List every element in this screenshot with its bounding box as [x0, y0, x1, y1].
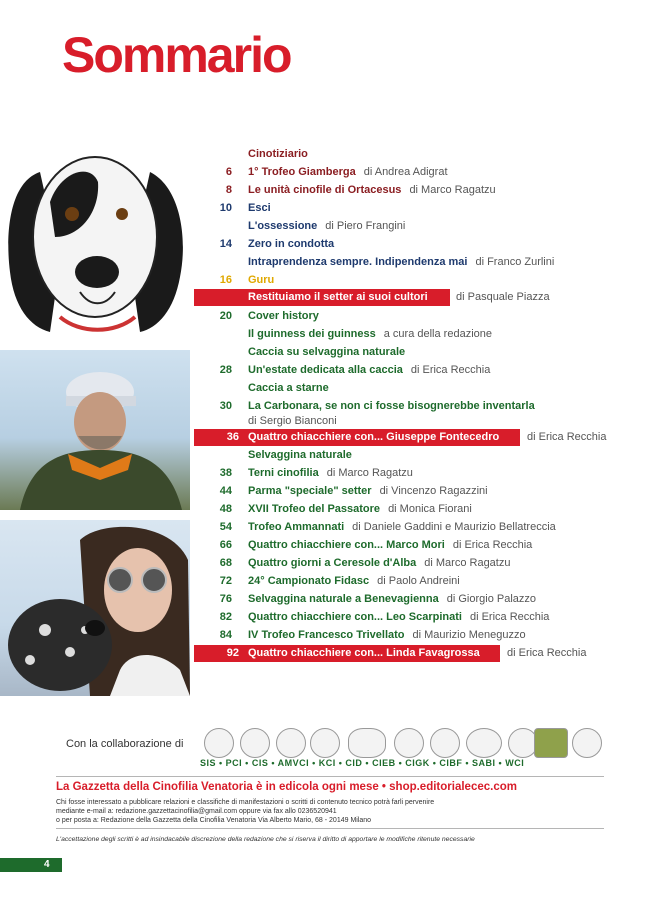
entry-author: di Sergio Bianconi: [248, 415, 337, 427]
page-number: 82: [219, 611, 232, 623]
entry-author: di Erica Recchia: [527, 431, 607, 443]
entry-title: 24° Campionato Fidasc: [248, 575, 370, 587]
page-number: 4: [44, 859, 50, 870]
entry-author: di Giorgio Palazzo: [446, 593, 537, 605]
entry-title: L'ossessione: [248, 220, 318, 232]
entry-author: di Marco Ragatzu: [409, 184, 496, 196]
entry-title[interactable]: Quattro chiacchiere con... Linda Favagrossa: [248, 647, 480, 659]
page-number: 30: [219, 400, 232, 412]
entry-author: di Paolo Andreini: [377, 575, 460, 587]
entry-author: di Monica Fiorani: [388, 503, 472, 515]
entry-title: Intraprendenza sempre. Indipendenza mai: [248, 256, 468, 268]
entry-title: Il guinness dei guinness: [248, 328, 376, 340]
list-item[interactable]: [194, 217, 664, 235]
list-item[interactable]: [194, 181, 664, 199]
list-item: [194, 412, 664, 430]
logo-icon: [534, 728, 568, 758]
entry-title: Le unità cinofile di Ortacesus: [248, 184, 402, 196]
list-item[interactable]: [194, 536, 664, 554]
list-item[interactable]: [194, 554, 664, 572]
page-number: 20: [219, 310, 232, 322]
section-heading: [194, 379, 664, 397]
page-number: 72: [219, 575, 232, 587]
entry-title: Quattro chiacchiere con... Marco Mori: [248, 539, 445, 551]
entry-title: Quattro chiacchiere con... Leo Scarpinati: [248, 611, 462, 623]
entry-author: di Daniele Gaddini e Maurizio Bellatreccia: [352, 521, 556, 533]
list-item[interactable]: [194, 199, 664, 217]
logo-icon: [572, 728, 602, 758]
page-number: 44: [219, 485, 232, 497]
page-number: 54: [219, 521, 232, 533]
entry-author: di Andrea Adigrat: [363, 166, 448, 178]
page-number-box: [0, 858, 62, 872]
association-abbreviations: SIS • PCI • CIS • AMVCI • KCI • CID • CIEB • CIGK • CIBF • SABI • WCI: [200, 758, 525, 768]
logo-icon: [310, 728, 340, 758]
entry-title: Zero in condotta: [248, 238, 335, 250]
page-number: 28: [219, 364, 232, 376]
entry-title[interactable]: Quattro chiacchiere con... Giuseppe Fontecedro: [248, 431, 500, 443]
submission-note: Chi fosse interessato a pubblicare relazioni e classifiche di manifestazioni o scritti di contenuto tecnico potrà farli pervenire: [56, 799, 435, 806]
entry-author: di Franco Zurlini: [475, 256, 555, 268]
page-number: 76: [219, 593, 232, 605]
submission-note: mediante e-mail a: redazione.gazzettacinofilia@gmail.com oppure via fax allo 0236520941: [56, 808, 337, 815]
page-number: 38: [219, 467, 232, 479]
entry-author: di Piero Frangini: [325, 220, 406, 232]
entry-title: Selvaggina naturale a Benevagienna: [248, 593, 439, 605]
disclaimer-note: L'accettazione degli scritti è ad insindacabile discrezione della redazione che si riserva il diritto di apportare le modifiche ritenute necessarie: [56, 836, 475, 843]
page-number: 6: [225, 166, 232, 178]
association-logos: [200, 728, 602, 758]
gazzetta-line: La Gazzetta della Cinofilia Venatoria è in edicola ogni mese • shop.editorialecec.com: [56, 781, 517, 793]
list-item[interactable]: [194, 482, 664, 500]
logo-icon: [204, 728, 234, 758]
list-item[interactable]: [194, 590, 664, 608]
collaboration-label: Con la collaborazione di: [66, 738, 184, 750]
logo-icon: [466, 728, 502, 758]
divider: [56, 828, 604, 829]
entry-author: di Erica Recchia: [410, 364, 491, 376]
entry-author: di Vincenzo Ragazzini: [379, 485, 488, 497]
entry-title: Guru: [248, 274, 275, 286]
entry-title: Quattro giorni a Ceresole d'Alba: [248, 557, 417, 569]
entry-title: Terni cinofilia: [248, 467, 319, 479]
entry-author: di Marco Ragatzu: [326, 467, 413, 479]
entry-title: Parma "speciale" setter: [248, 485, 372, 497]
entry-author: di Erica Recchia: [507, 647, 587, 659]
logo-icon: [394, 728, 424, 758]
section-heading: [194, 145, 664, 163]
entry-title: Esci: [248, 202, 271, 214]
entry-title: Un'estate dedicata alla caccia: [248, 364, 403, 376]
entry-title: Trofeo Ammannati: [248, 521, 345, 533]
list-item[interactable]: [194, 163, 664, 181]
section-caccia-selvaggina: Caccia su selvaggina naturale: [248, 346, 406, 358]
page-number: 84: [219, 629, 232, 641]
submission-note: o per posta a: Redazione della Gazzetta della Cinofilia Venatoria Via Alberto Mario, 68 - 20149 Milano: [56, 817, 372, 824]
list-item[interactable]: [194, 307, 664, 325]
page-number: 92: [226, 647, 239, 659]
list-item[interactable]: [194, 235, 664, 253]
section-selvaggina-naturale: Selvaggina naturale: [248, 449, 352, 461]
section-heading: [194, 343, 664, 361]
list-item[interactable]: [194, 253, 664, 271]
entry-title: XVII Trofeo del Passatore: [248, 503, 381, 515]
list-item[interactable]: [194, 626, 664, 644]
list-item[interactable]: [194, 608, 664, 626]
list-item[interactable]: [194, 325, 664, 343]
list-item[interactable]: [194, 464, 664, 482]
entry-author: di Maurizio Meneguzzo: [412, 629, 526, 641]
page-number: 36: [226, 431, 239, 443]
entry-title[interactable]: Restituiamo il setter ai suoi cultori: [248, 291, 428, 303]
list-item[interactable]: [194, 500, 664, 518]
logo-icon: [430, 728, 460, 758]
entry-author: di Erica Recchia: [452, 539, 533, 551]
divider: [56, 776, 604, 777]
page-number: 8: [225, 184, 232, 196]
list-item[interactable]: [194, 361, 664, 379]
logo-icon: [348, 728, 386, 758]
page-number: 68: [219, 557, 232, 569]
list-item[interactable]: [194, 572, 664, 590]
entry-title: La Carbonara, se non ci fosse bisognerebbe inventarla: [248, 400, 535, 412]
page-number: 14: [219, 238, 232, 250]
entry-author: a cura della redazione: [383, 328, 492, 340]
section-cinotiziario: Cinotiziario: [248, 148, 308, 160]
list-item[interactable]: [194, 271, 664, 289]
page-title: Sommario: [62, 27, 291, 83]
section-caccia-starne: Caccia a starne: [248, 382, 329, 394]
entry-title: 1° Trofeo Giamberga: [248, 166, 356, 178]
section-heading: [194, 446, 664, 464]
list-item[interactable]: [194, 518, 664, 536]
entry-author: di Pasquale Piazza: [456, 291, 550, 303]
entry-author: di Erica Recchia: [469, 611, 550, 623]
page-number: 48: [219, 503, 232, 515]
entry-title: IV Trofeo Francesco Trivellato: [248, 629, 405, 641]
logo-icon: [240, 728, 270, 758]
entry-author: di Marco Ragatzu: [424, 557, 511, 569]
logo-icon: [276, 728, 306, 758]
section-cover-history: Cover history: [248, 310, 319, 322]
page-number: 10: [219, 202, 232, 214]
page-number: 66: [219, 539, 232, 551]
page-number: 16: [219, 274, 232, 286]
